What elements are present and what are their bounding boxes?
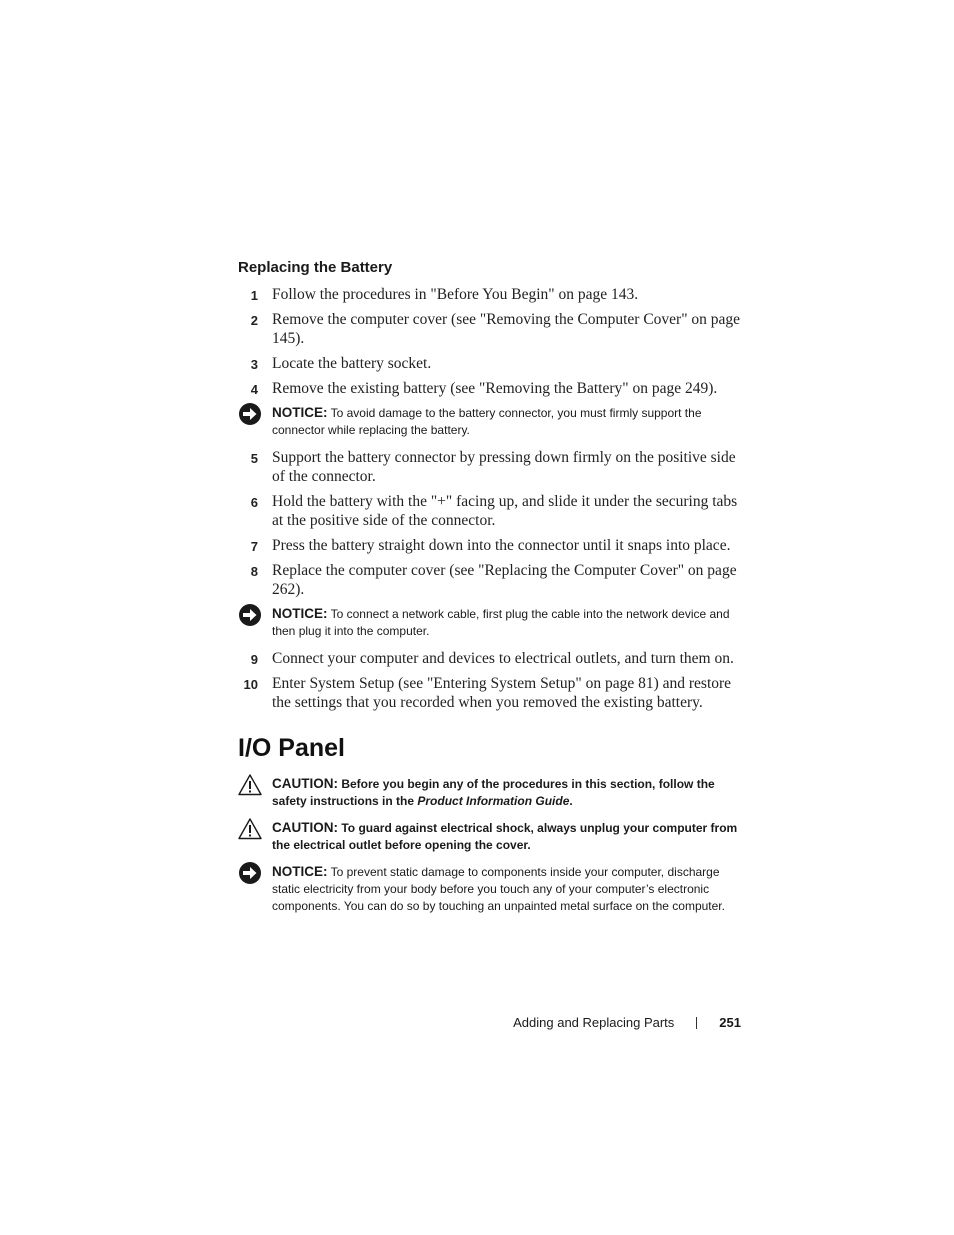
- step-text: Press the battery straight down into the connector until it snaps into place.: [272, 537, 731, 554]
- page-number: 251: [719, 1015, 741, 1030]
- page-content: [238, 259, 743, 924]
- notice-box: [238, 863, 743, 915]
- notice-box: [238, 605, 743, 640]
- step-number: 5: [250, 451, 258, 466]
- step: [238, 492, 743, 530]
- notice-label: NOTICE:: [272, 864, 328, 879]
- step-number: 8: [250, 564, 258, 579]
- step-text: Hold the battery with the "+" facing up, and slide it under the securing tabs at the positive side of the connector.: [272, 493, 738, 529]
- guide-title: Product Information Guide: [417, 794, 570, 808]
- step-number: 1: [250, 288, 258, 303]
- step-text: Locate the battery socket.: [272, 355, 432, 372]
- notice-text: To avoid damage to the battery connector, you must firmly support the connector while replacing the battery.: [272, 406, 702, 437]
- step: [238, 674, 743, 712]
- step-number: 9: [250, 652, 258, 667]
- subheading-replacing-battery: Replacing the Battery: [238, 259, 393, 276]
- step-text: Follow the procedures in "Before You Begin" on page 143.: [272, 286, 639, 303]
- caution-label: CAUTION:: [272, 820, 338, 835]
- step: [238, 561, 743, 599]
- step: [238, 354, 743, 373]
- step-text: Replace the computer cover (see "Replacing the Computer Cover" on page 262).: [272, 562, 737, 598]
- caution-triangle-icon: [238, 773, 262, 797]
- step-number: 4: [250, 382, 258, 397]
- step-text: Connect your computer and devices to electrical outlets, and turn them on.: [272, 650, 734, 667]
- step-number: 3: [250, 357, 258, 372]
- step-number: 2: [250, 313, 258, 328]
- step-text: Remove the existing battery (see "Removing the Battery" on page 249).: [272, 380, 718, 397]
- notice-arrow-icon: [238, 402, 262, 426]
- caution-text: To guard against electrical shock, always unplug your computer from the electrical outlet before opening the cover.: [272, 821, 738, 852]
- step: [238, 379, 743, 398]
- notice-box: [238, 404, 743, 439]
- notice-text: To prevent static damage to components inside your computer, discharge static electricity from your body before you touch any of your computer’s electronic components. You can do so by touching an unpainted metal surface on the computer.: [272, 865, 725, 913]
- step-number: 6: [250, 495, 258, 510]
- caution-label: CAUTION:: [272, 776, 338, 791]
- step: [238, 536, 743, 555]
- notice-label: NOTICE:: [272, 606, 328, 621]
- step-text: Support the battery connector by pressing down firmly on the positive side of the connector.: [272, 449, 736, 485]
- caution-end: .: [569, 794, 573, 808]
- footer-chapter: Adding and Replacing Parts: [513, 1015, 675, 1030]
- caution-box: [238, 775, 743, 810]
- step-number: 10: [243, 677, 258, 692]
- caution-text: Before you begin any of the procedures in this section, follow the safety instructions in the: [272, 777, 715, 808]
- notice-label: NOTICE:: [272, 405, 328, 420]
- step: [238, 448, 743, 486]
- footer-separator: [696, 1017, 697, 1029]
- step-text: Enter System Setup (see "Entering System Setup" on page 81) and restore the settings that you recorded when you removed the existing battery.: [272, 675, 732, 711]
- notice-arrow-icon: [238, 861, 262, 885]
- step-number: 7: [250, 539, 258, 554]
- step: [238, 649, 743, 668]
- step-text: Remove the computer cover (see "Removing the Computer Cover" on page 145).: [272, 311, 741, 347]
- step: [238, 285, 743, 304]
- caution-triangle-icon: [238, 817, 262, 841]
- notice-arrow-icon: [238, 603, 262, 627]
- page-footer: [400, 1015, 741, 1030]
- step: [238, 310, 743, 348]
- section-title-io-panel: I/O Panel: [238, 734, 345, 762]
- notice-text: To connect a network cable, first plug the cable into the network device and then plug it into the computer.: [272, 607, 730, 638]
- caution-box: [238, 819, 743, 854]
